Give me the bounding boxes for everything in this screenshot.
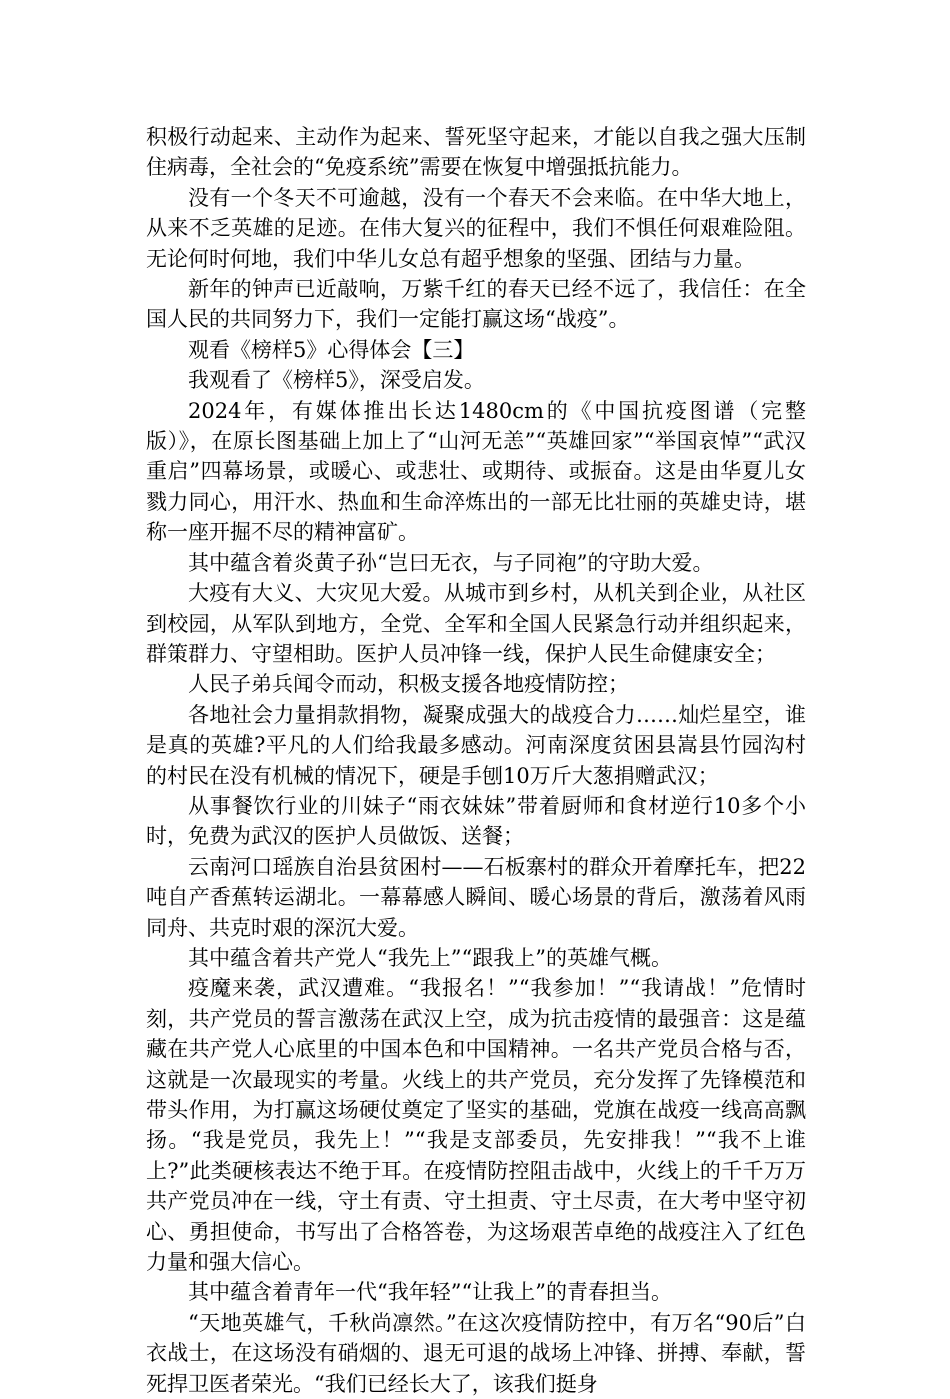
- paragraph: 从事餐饮行业的川妹子“雨衣妹妹”带着厨师和食材逆行10多个小时，免费为武汉的医护人员做饭、送餐；: [146, 793, 806, 849]
- paragraph: “天地英雄气，千秋尚凛然。”在这次疫情防控中，有万名“90后”白衣战士，在这场没有硝烟的、退无可退的战场上冲锋、拼搏、奉献，誓死捍卫医者荣光。“我们已经长大了，该我们挺身: [146, 1310, 806, 1396]
- paragraph: 云南河口瑶族自治县贫困村——石板寨村的群众开着摩托车，把22吨自产香蕉转运湖北。一幕幕感人瞬间、暖心场景的背后，激荡着风雨同舟、共克时艰的深沉大爱。: [146, 854, 806, 940]
- paragraph: 其中蕴含着青年一代“我年轻”“让我上”的青春担当。: [188, 1280, 672, 1305]
- paragraph: 新年的钟声已近敲响，万紫千红的春天已经不远了，我信任：在全国人民的共同努力下，我们一定能打赢这场“战疫”。: [146, 277, 806, 332]
- paragraph: 我观看了《榜样5》，深受启发。: [188, 368, 485, 393]
- paragraph: 疫魔来袭，武汉遭难。“我报名！”“我参加！”“我请战！”危情时刻，共产党员的誓言激荡在武汉上空，成为抗击疫情的最强音：这是蕴藏在共产党人心底里的中国本色和中国精神。一名共产党员合格与否，这就是一次最现实的考量。火线上的共产党员，充分发挥了先锋模范和带头作用，为打赢这场硬仗奠定了坚实的基础，党旗在战疫一线高高飘扬。“我是党员，我先上！”“我是支部委员，先安排我！”“我不上谁上?”此类硬核表达不绝于耳。在疫情防控阻击战中，火线上的千千万万共产党员冲在一线，守土有责、守土担责、守土尽责，在大考中坚守初心、勇担使命，书写出了合格答卷，为这场艰苦卓绝的战疫注入了红色力量和强大信心。: [146, 976, 806, 1275]
- paragraph: 其中蕴含着共产党人“我先上”“跟我上”的英雄气概。: [188, 945, 672, 970]
- paragraph: 大疫有大义、大灾见大爱。从城市到乡村，从机关到企业，从社区到校园，从军队到地方，全党、全军和全国人民紧急行动并组织起来，群策群力、守望相助。医护人员冲锋一线，保护人民生命健康安全；: [146, 581, 806, 666]
- paragraph-continued: 积极行动起来、主动作为起来、誓死坚守起来，才能以自我之强大压制住病毒，全社会的“免疫系统”需要在恢复中增强抵抗能力。: [146, 125, 806, 180]
- document-page: [146, 122, 806, 1399]
- paragraph: 各地社会力量捐款捐物，凝聚成强大的战疫合力……灿烂星空，谁是真的英雄?平凡的人们给我最多感动。河南深度贫困县嵩县竹园沟村的村民在没有机械的情况下，硬是手刨10万斤大葱捐赠武汉；: [146, 702, 806, 788]
- paragraph: 2024年，有媒体推出长达1480cm的《中国抗疫图谱（完整版）》，在原长图基础上加上了“山河无恙”“英雄回家”“举国哀悼”“武汉重启”四幕场景，或暖心、或悲壮、或期待、或振奋。这是由华夏儿女戮力同心，用汗水、热血和生命淬炼出的一部无比壮丽的英雄史诗，堪称一座开掘不尽的精神富矿。: [146, 398, 806, 545]
- paragraph: 人民子弟兵闻令而动，积极支援各地疫情防控；: [188, 672, 629, 697]
- paragraph: 其中蕴含着炎黄子孙“岂曰无衣，与子同袍”的守助大爱。: [188, 550, 714, 575]
- section-heading: 观看《榜样5》心得体会【三】: [188, 337, 475, 362]
- paragraph: 没有一个冬天不可逾越，没有一个春天不会来临。在中华大地上，从来不乏英雄的足迹。在伟大复兴的征程中，我们不惧任何艰难险阻。无论何时何地，我们中华儿女总有超乎想象的坚强、团结与力量。: [146, 185, 806, 271]
